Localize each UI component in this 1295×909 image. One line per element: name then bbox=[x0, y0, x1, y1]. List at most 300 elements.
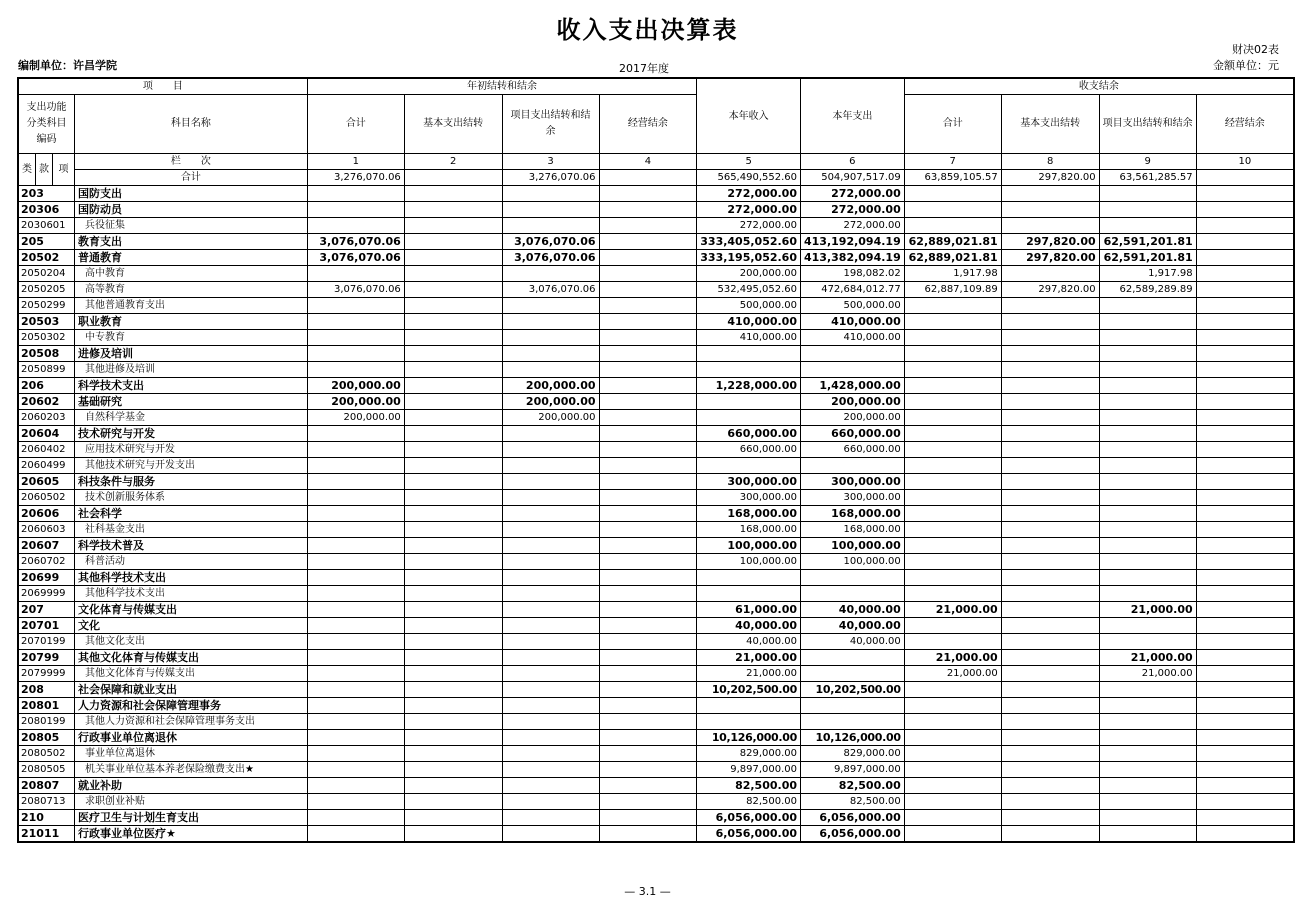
table-row bbox=[18, 634, 1294, 650]
row-value: 200,000.00 bbox=[307, 394, 404, 410]
col-index: 2 bbox=[404, 154, 502, 170]
row-value bbox=[904, 410, 1001, 426]
row-value bbox=[404, 698, 502, 714]
table-row bbox=[18, 522, 1294, 538]
row-value bbox=[307, 458, 404, 474]
row-code: 20801 bbox=[18, 698, 74, 714]
row-name: 兵役征集 bbox=[74, 218, 307, 234]
row-value bbox=[801, 650, 905, 666]
row-code: 2070199 bbox=[18, 634, 74, 650]
table-row bbox=[18, 250, 1294, 266]
row-value bbox=[307, 586, 404, 602]
row-value bbox=[1001, 346, 1099, 362]
row-value bbox=[904, 778, 1001, 794]
row-value bbox=[502, 554, 599, 570]
row-value: 532,495,052.60 bbox=[697, 282, 801, 298]
row-value: 272,000.00 bbox=[801, 218, 905, 234]
table-row bbox=[18, 474, 1294, 490]
row-value bbox=[404, 266, 502, 282]
row-value bbox=[904, 186, 1001, 202]
row-value bbox=[697, 458, 801, 474]
row-value: 3,076,070.06 bbox=[502, 250, 599, 266]
header-carry-project: 项目支出结转和结余 bbox=[502, 95, 599, 154]
row-value bbox=[404, 538, 502, 554]
row-value: 300,000.00 bbox=[697, 474, 801, 490]
row-value bbox=[404, 218, 502, 234]
row-name: 其他技术研究与开发支出 bbox=[74, 458, 307, 474]
row-value: 168,000.00 bbox=[801, 522, 905, 538]
row-value bbox=[502, 762, 599, 778]
row-value bbox=[1196, 698, 1294, 714]
row-value bbox=[1001, 474, 1099, 490]
row-value bbox=[801, 362, 905, 378]
row-value bbox=[1099, 218, 1196, 234]
row-value bbox=[904, 506, 1001, 522]
row-value bbox=[404, 570, 502, 586]
row-code: 20807 bbox=[18, 778, 74, 794]
table-row bbox=[18, 298, 1294, 314]
row-value bbox=[1001, 394, 1099, 410]
row-value bbox=[697, 410, 801, 426]
row-value bbox=[1001, 810, 1099, 826]
row-value bbox=[502, 698, 599, 714]
row-value bbox=[801, 458, 905, 474]
row-name: 文化体育与传媒支出 bbox=[74, 602, 307, 618]
row-value: 62,589,289.89 bbox=[1099, 282, 1196, 298]
row-value bbox=[1001, 202, 1099, 218]
header-income: 本年收入 bbox=[697, 78, 801, 154]
row-value bbox=[1099, 698, 1196, 714]
row-value bbox=[1099, 762, 1196, 778]
row-value: 100,000.00 bbox=[697, 554, 801, 570]
header-surplus-basic: 基本支出结转 bbox=[1001, 95, 1099, 154]
row-value bbox=[404, 730, 502, 746]
row-value bbox=[307, 538, 404, 554]
row-value bbox=[1196, 378, 1294, 394]
row-value bbox=[1099, 442, 1196, 458]
row-value bbox=[904, 714, 1001, 730]
row-value bbox=[599, 266, 697, 282]
header-carryover-group: 年初结转和结余 bbox=[307, 78, 696, 95]
row-code: 2080713 bbox=[18, 794, 74, 810]
row-value: 565,490,552.60 bbox=[697, 170, 801, 186]
row-value bbox=[1196, 682, 1294, 698]
row-value bbox=[404, 282, 502, 298]
row-value bbox=[1001, 746, 1099, 762]
row-value bbox=[404, 602, 502, 618]
row-value bbox=[1001, 586, 1099, 602]
row-code: 20699 bbox=[18, 570, 74, 586]
row-value: 63,859,105.57 bbox=[904, 170, 1001, 186]
row-value bbox=[904, 522, 1001, 538]
col-index: 6 bbox=[801, 154, 905, 170]
row-name: 其他科学技术支出 bbox=[74, 586, 307, 602]
row-name: 事业单位离退休 bbox=[74, 746, 307, 762]
row-value bbox=[599, 746, 697, 762]
row-value: 21,000.00 bbox=[1099, 650, 1196, 666]
table-row bbox=[18, 826, 1294, 843]
row-value bbox=[904, 682, 1001, 698]
row-value bbox=[599, 554, 697, 570]
row-value bbox=[1099, 314, 1196, 330]
row-value bbox=[404, 762, 502, 778]
table-row bbox=[18, 266, 1294, 282]
row-name: 国防动员 bbox=[74, 202, 307, 218]
row-value bbox=[404, 202, 502, 218]
table-row bbox=[18, 362, 1294, 378]
row-value bbox=[1001, 602, 1099, 618]
row-value: 61,000.00 bbox=[697, 602, 801, 618]
row-value bbox=[1099, 682, 1196, 698]
row-code: 207 bbox=[18, 602, 74, 618]
table-row bbox=[18, 202, 1294, 218]
row-value: 410,000.00 bbox=[801, 314, 905, 330]
header-xiang: 项 bbox=[53, 154, 75, 186]
row-value bbox=[307, 314, 404, 330]
row-value bbox=[599, 218, 697, 234]
row-name: 应用技术研究与开发 bbox=[74, 442, 307, 458]
row-value: 9,897,000.00 bbox=[697, 762, 801, 778]
row-value: 272,000.00 bbox=[697, 186, 801, 202]
row-value bbox=[904, 346, 1001, 362]
row-code: 2060502 bbox=[18, 490, 74, 506]
row-value bbox=[599, 170, 697, 186]
row-value bbox=[404, 458, 502, 474]
row-value bbox=[904, 362, 1001, 378]
table-row bbox=[18, 442, 1294, 458]
row-value bbox=[599, 202, 697, 218]
table-row bbox=[18, 314, 1294, 330]
row-value bbox=[1001, 506, 1099, 522]
row-value bbox=[1099, 426, 1196, 442]
row-value bbox=[697, 570, 801, 586]
row-value bbox=[1196, 490, 1294, 506]
row-name: 就业补助 bbox=[74, 778, 307, 794]
row-value bbox=[904, 826, 1001, 843]
row-value: 200,000.00 bbox=[502, 394, 599, 410]
row-value bbox=[307, 666, 404, 682]
row-name: 医疗卫生与计划生育支出 bbox=[74, 810, 307, 826]
row-value bbox=[307, 362, 404, 378]
row-value bbox=[307, 730, 404, 746]
row-value: 198,082.02 bbox=[801, 266, 905, 282]
row-value bbox=[307, 426, 404, 442]
table-row bbox=[18, 618, 1294, 634]
header-carry-basic: 基本支出结转 bbox=[404, 95, 502, 154]
table-row bbox=[18, 650, 1294, 666]
header-carry-operating: 经营结余 bbox=[599, 95, 697, 154]
row-value bbox=[502, 218, 599, 234]
row-value bbox=[904, 634, 1001, 650]
row-code: 203 bbox=[18, 186, 74, 202]
row-value bbox=[1099, 362, 1196, 378]
row-value bbox=[599, 490, 697, 506]
row-name: 社会保障和就业支出 bbox=[74, 682, 307, 698]
row-value bbox=[599, 314, 697, 330]
row-code: 2050299 bbox=[18, 298, 74, 314]
row-value bbox=[599, 762, 697, 778]
row-value bbox=[307, 618, 404, 634]
row-value bbox=[697, 586, 801, 602]
row-value bbox=[1196, 714, 1294, 730]
row-value bbox=[1099, 554, 1196, 570]
row-value: 3,076,070.06 bbox=[307, 282, 404, 298]
row-value bbox=[307, 810, 404, 826]
row-value bbox=[502, 570, 599, 586]
row-value bbox=[904, 570, 1001, 586]
row-value: 200,000.00 bbox=[801, 410, 905, 426]
row-value bbox=[1001, 378, 1099, 394]
row-value bbox=[801, 698, 905, 714]
row-value bbox=[1196, 250, 1294, 266]
table-row bbox=[18, 538, 1294, 554]
row-code: 20602 bbox=[18, 394, 74, 410]
row-code: 210 bbox=[18, 810, 74, 826]
row-value bbox=[307, 298, 404, 314]
row-value: 829,000.00 bbox=[697, 746, 801, 762]
row-value: 21,000.00 bbox=[904, 666, 1001, 682]
row-value bbox=[502, 794, 599, 810]
header-expense: 本年支出 bbox=[801, 78, 905, 154]
row-value bbox=[904, 586, 1001, 602]
row-value: 168,000.00 bbox=[801, 506, 905, 522]
table-row bbox=[18, 666, 1294, 682]
row-value bbox=[1196, 794, 1294, 810]
report-year: 2017年度 bbox=[619, 62, 669, 75]
row-value bbox=[904, 458, 1001, 474]
row-value bbox=[1001, 618, 1099, 634]
row-name: 国防支出 bbox=[74, 186, 307, 202]
row-value bbox=[1196, 282, 1294, 298]
row-value bbox=[404, 442, 502, 458]
row-value: 6,056,000.00 bbox=[801, 826, 905, 843]
row-value bbox=[404, 554, 502, 570]
row-value bbox=[904, 538, 1001, 554]
row-name: 科学技术普及 bbox=[74, 538, 307, 554]
row-value: 1,917.98 bbox=[1099, 266, 1196, 282]
row-name: 其他进修及培训 bbox=[74, 362, 307, 378]
row-value bbox=[599, 378, 697, 394]
row-value: 829,000.00 bbox=[801, 746, 905, 762]
row-value bbox=[502, 730, 599, 746]
row-value bbox=[1196, 778, 1294, 794]
row-value bbox=[599, 602, 697, 618]
row-value bbox=[502, 362, 599, 378]
row-value bbox=[307, 442, 404, 458]
row-value bbox=[1001, 330, 1099, 346]
row-value bbox=[1001, 298, 1099, 314]
report-title: 收入支出决算表 bbox=[556, 16, 739, 44]
row-value bbox=[904, 810, 1001, 826]
row-code: 20604 bbox=[18, 426, 74, 442]
row-name: 技术创新服务体系 bbox=[74, 490, 307, 506]
row-name: 科技条件与服务 bbox=[74, 474, 307, 490]
row-code: 20805 bbox=[18, 730, 74, 746]
row-value: 333,195,052.60 bbox=[697, 250, 801, 266]
row-value bbox=[404, 410, 502, 426]
row-value bbox=[404, 522, 502, 538]
row-value bbox=[307, 266, 404, 282]
row-name: 进修及培训 bbox=[74, 346, 307, 362]
header-kuan: 款 bbox=[36, 154, 53, 186]
row-name: 人力资源和社会保障管理事务 bbox=[74, 698, 307, 714]
row-name: 求职创业补贴 bbox=[74, 794, 307, 810]
row-value: 40,000.00 bbox=[697, 618, 801, 634]
row-value bbox=[1001, 666, 1099, 682]
table-row bbox=[18, 394, 1294, 410]
row-value bbox=[599, 474, 697, 490]
row-value: 1,917.98 bbox=[904, 266, 1001, 282]
row-value: 10,202,500.00 bbox=[801, 682, 905, 698]
row-value bbox=[502, 298, 599, 314]
row-name: 其他普通教育支出 bbox=[74, 298, 307, 314]
row-value bbox=[1099, 618, 1196, 634]
row-value bbox=[599, 346, 697, 362]
row-code: 2079999 bbox=[18, 666, 74, 682]
row-value: 100,000.00 bbox=[801, 554, 905, 570]
row-value bbox=[904, 618, 1001, 634]
row-code: 2080199 bbox=[18, 714, 74, 730]
row-value bbox=[307, 746, 404, 762]
row-name: 高等教育 bbox=[74, 282, 307, 298]
row-value: 472,684,012.77 bbox=[801, 282, 905, 298]
row-value bbox=[502, 682, 599, 698]
row-value bbox=[307, 762, 404, 778]
row-value: 168,000.00 bbox=[697, 522, 801, 538]
row-value bbox=[307, 570, 404, 586]
row-value bbox=[404, 346, 502, 362]
row-value bbox=[1001, 186, 1099, 202]
row-value bbox=[1099, 634, 1196, 650]
table-row bbox=[18, 730, 1294, 746]
row-value bbox=[1196, 474, 1294, 490]
row-value bbox=[1001, 410, 1099, 426]
row-value bbox=[404, 314, 502, 330]
row-value bbox=[1196, 362, 1294, 378]
row-value bbox=[599, 778, 697, 794]
row-value: 500,000.00 bbox=[697, 298, 801, 314]
row-value bbox=[404, 682, 502, 698]
row-value bbox=[599, 650, 697, 666]
row-name: 文化 bbox=[74, 618, 307, 634]
table-row bbox=[18, 234, 1294, 250]
row-name: 教育支出 bbox=[74, 234, 307, 250]
row-value bbox=[599, 330, 697, 346]
row-value bbox=[1001, 266, 1099, 282]
row-value bbox=[404, 170, 502, 186]
row-value: 21,000.00 bbox=[1099, 666, 1196, 682]
row-value bbox=[1001, 314, 1099, 330]
table-row bbox=[18, 746, 1294, 762]
row-value: 40,000.00 bbox=[697, 634, 801, 650]
table-row bbox=[18, 282, 1294, 298]
row-value bbox=[599, 634, 697, 650]
row-value bbox=[904, 490, 1001, 506]
row-value: 100,000.00 bbox=[801, 538, 905, 554]
row-value bbox=[904, 698, 1001, 714]
row-value: 21,000.00 bbox=[697, 666, 801, 682]
row-value: 62,889,021.81 bbox=[904, 250, 1001, 266]
row-value bbox=[502, 666, 599, 682]
row-value bbox=[502, 346, 599, 362]
row-value bbox=[1099, 410, 1196, 426]
row-value bbox=[1099, 746, 1196, 762]
col-index: 10 bbox=[1196, 154, 1294, 170]
row-value bbox=[904, 394, 1001, 410]
row-value bbox=[1196, 650, 1294, 666]
row-value bbox=[599, 586, 697, 602]
row-name: 行政事业单位离退休 bbox=[74, 730, 307, 746]
row-name: 科学技术支出 bbox=[74, 378, 307, 394]
row-name: 职业教育 bbox=[74, 314, 307, 330]
row-code: 2060402 bbox=[18, 442, 74, 458]
row-value bbox=[1099, 778, 1196, 794]
table-row bbox=[18, 554, 1294, 570]
row-value: 200,000.00 bbox=[307, 410, 404, 426]
row-value bbox=[1099, 330, 1196, 346]
table-row bbox=[18, 410, 1294, 426]
row-value bbox=[904, 554, 1001, 570]
row-value bbox=[502, 714, 599, 730]
row-value bbox=[1099, 506, 1196, 522]
row-name: 社会科学 bbox=[74, 506, 307, 522]
row-value bbox=[1099, 826, 1196, 843]
row-value bbox=[599, 186, 697, 202]
row-value bbox=[307, 634, 404, 650]
row-value bbox=[697, 698, 801, 714]
row-value bbox=[1001, 682, 1099, 698]
row-value bbox=[404, 794, 502, 810]
row-value: 272,000.00 bbox=[801, 202, 905, 218]
table-row bbox=[18, 602, 1294, 618]
row-value bbox=[599, 698, 697, 714]
row-value bbox=[904, 474, 1001, 490]
row-name: 科普活动 bbox=[74, 554, 307, 570]
row-name: 机关事业单位基本养老保险缴费支出★ bbox=[74, 762, 307, 778]
row-code: 2060203 bbox=[18, 410, 74, 426]
table-row bbox=[18, 378, 1294, 394]
row-value: 1,428,000.00 bbox=[801, 378, 905, 394]
row-name: 高中教育 bbox=[74, 266, 307, 282]
col-index: 3 bbox=[502, 154, 599, 170]
row-value: 3,076,070.06 bbox=[307, 234, 404, 250]
row-value bbox=[801, 586, 905, 602]
row-name: 普通教育 bbox=[74, 250, 307, 266]
row-value bbox=[1099, 378, 1196, 394]
row-value bbox=[1196, 586, 1294, 602]
row-value: 21,000.00 bbox=[697, 650, 801, 666]
row-value bbox=[502, 538, 599, 554]
header-name-col: 科目名称 bbox=[74, 95, 307, 154]
row-code: 2050205 bbox=[18, 282, 74, 298]
row-value: 6,056,000.00 bbox=[801, 810, 905, 826]
table-row bbox=[18, 218, 1294, 234]
row-value bbox=[904, 330, 1001, 346]
row-value bbox=[599, 794, 697, 810]
row-value bbox=[1099, 714, 1196, 730]
row-value bbox=[1196, 394, 1294, 410]
row-name: 其他科学技术支出 bbox=[74, 570, 307, 586]
row-value bbox=[1099, 810, 1196, 826]
row-value bbox=[1196, 826, 1294, 843]
table-row bbox=[18, 570, 1294, 586]
row-value bbox=[307, 522, 404, 538]
row-name: 中专教育 bbox=[74, 330, 307, 346]
table-row bbox=[18, 810, 1294, 826]
row-value bbox=[1001, 826, 1099, 843]
row-value bbox=[1001, 714, 1099, 730]
row-value bbox=[599, 570, 697, 586]
